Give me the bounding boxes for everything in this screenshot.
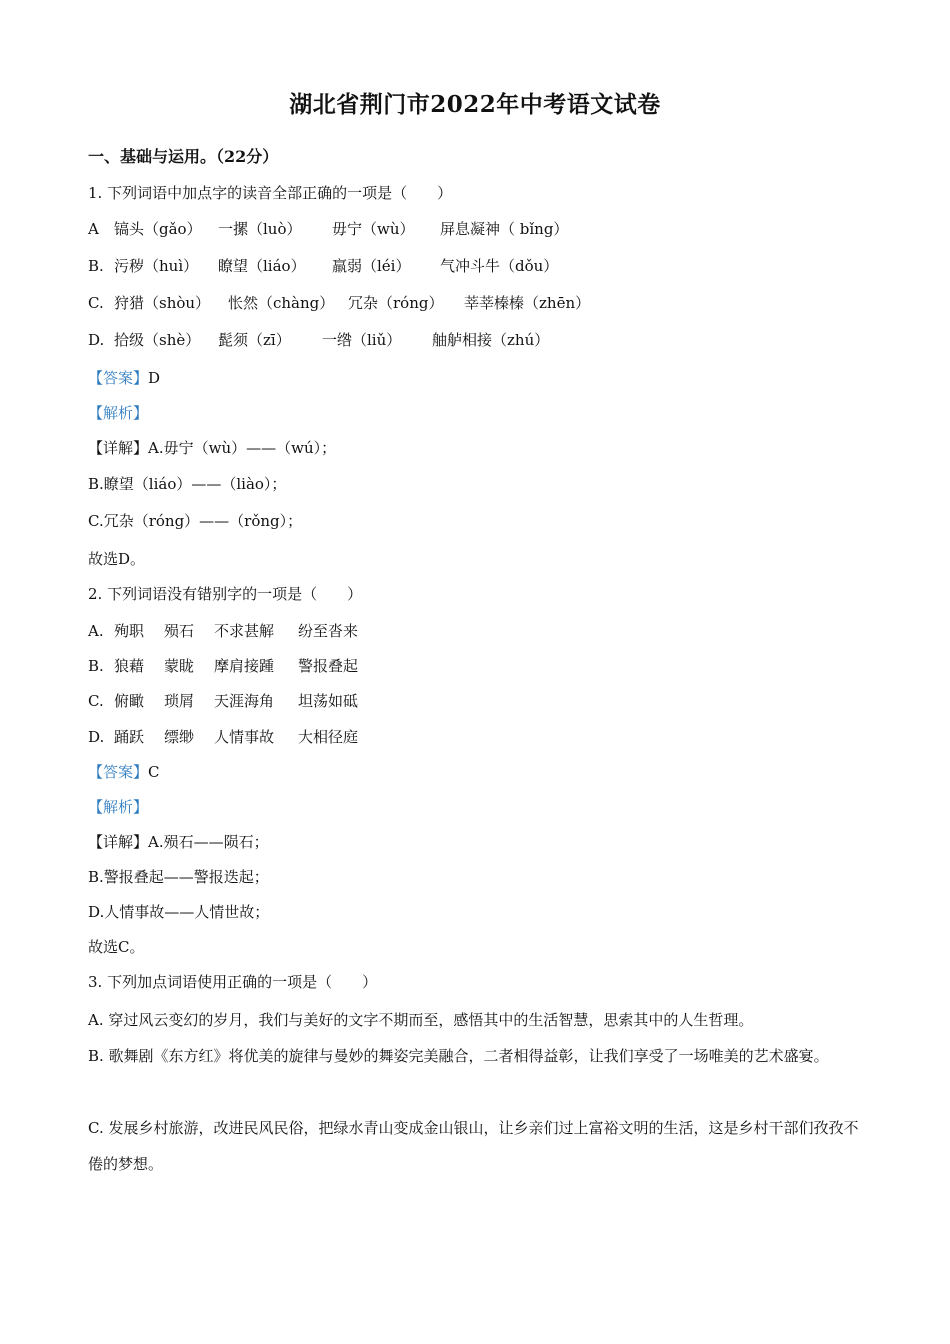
q1-option-a[interactable]: A 镐头（gǎo） 一摞（luò） 毋宁（wù） 屏息凝神（ bǐng） [88,220,569,238]
q3-option-b[interactable]: B. 歌舞剧《东方红》将优美的旋律与曼妙的舞姿完美融合，二者相得益彰，让我们享受了一场唯美的艺术盛宴。 [88,1047,829,1065]
q1-detail-3: C.冗杂（róng）——（rǒng）； [88,512,303,530]
q2-option-a[interactable]: A. 殉职 殒石 不求甚解 纷至沓来 [88,622,359,640]
page-title: 湖北省荆门市2022年中考语文试卷 [289,91,661,118]
q1-analysis-tag: 【解析】 [88,404,149,422]
q2-analysis-tag: 【解析】 [88,798,149,816]
q2-detail-2: B.警报叠起——警报迭起； [88,868,269,886]
q1-answer: 【答案】D [88,369,161,387]
dotted-text: 全部正确 [272,184,333,202]
q3-option-c[interactable]: C. 发展乡村旅游，改进民风民俗，把绿水青山变成金山银山，让乡亲们过上富裕文明的生活，这是乡村干部们孜孜不倦的梦想。 [88,1119,859,1173]
question-3-stem: 3. 下列加点词语使用正确的一项是（ ） [88,973,378,991]
q2-conclusion: 故选C。 [88,938,145,956]
q2-option-b[interactable]: B. 狼藉 蒙眬 摩肩接踵 警报叠起 [88,657,359,675]
q1-detail-2: B.瞭望（liáo）——（liào）； [88,475,287,493]
q1-option-b[interactable]: B. 污秽（huì） 瞭望（liáo） 羸弱（léi） 气冲斗牛（dǒu） [88,257,559,275]
dotted-text: 正确 [227,973,258,991]
q2-answer: 【答案】C [88,763,160,781]
section-heading: 一、基础与运用。（22分） [88,147,279,166]
q2-detail-1: 【详解】A.殒石——陨石； [88,833,269,851]
question-2-stem: 2. 下列词语没有错别字的一项是（ ） [88,585,363,603]
q1-option-c[interactable]: C. 狩猎（shòu） 怅然（chàng） 冗杂（róng） 莘莘榛榛（zhēn） [88,294,591,312]
q2-option-c[interactable]: C. 俯瞰 琐屑 天涯海角 坦荡如砥 [88,692,359,710]
question-1-stem: 1. 下列词语中加点字的读音全部正确的一项是（ ） [88,184,453,202]
q1-option-d[interactable]: D. 拾级（shè） 髭须（zī） 一绺（liǔ） 舳舻相接（zhú） [88,331,550,349]
q1-conclusion: 故选D。 [88,550,146,568]
q2-detail-3: D.人情事故——人情世故； [88,903,270,921]
q2-option-d[interactable]: D. 踊跃 缥缈 人情事故 大相径庭 [88,728,359,746]
dotted-text: 没有 [167,585,198,603]
q1-detail-1: 【详解】A.毋宁（wù）——（wú）； [88,439,337,457]
q3-option-a[interactable]: A. 穿过风云变幻的岁月，我们与美好的文字不期而至，感悟其中的生活智慧，思索其中的人生哲理。 [88,1011,754,1029]
